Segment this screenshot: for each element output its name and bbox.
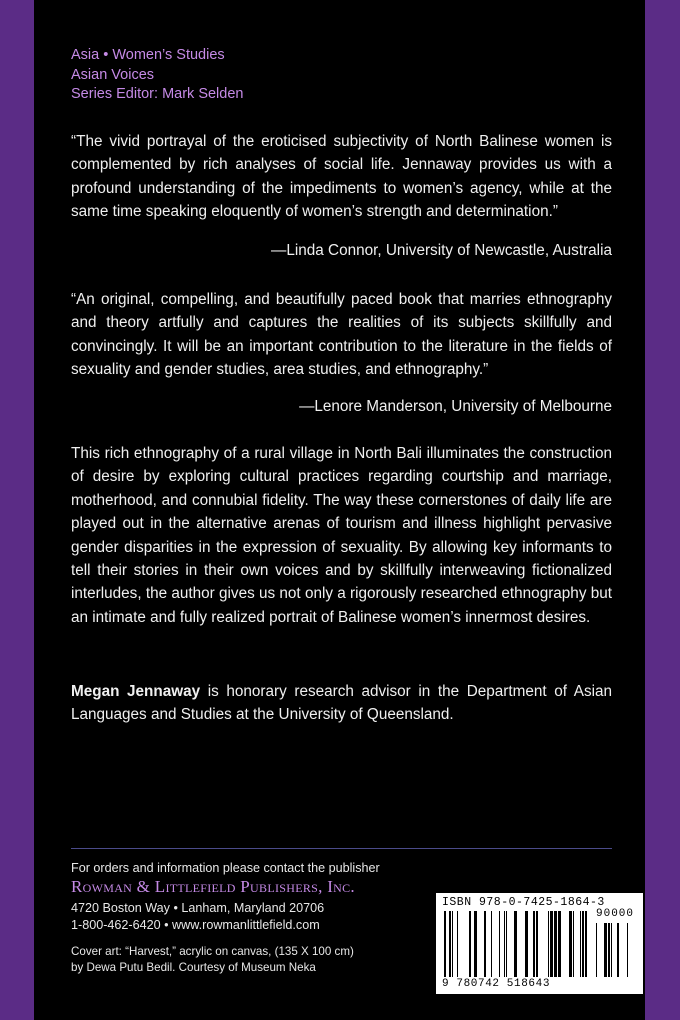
quote-2-attribution: —Lenore Manderson, University of Melbourne [299,398,612,415]
barcode-bar [580,911,581,977]
author-bio [71,680,612,727]
barcode-bar [548,911,549,977]
barcode-bar [604,923,607,977]
publisher-info [71,860,431,976]
price-addon-text: 90000 [596,908,635,920]
cover-art-credit [71,944,431,976]
author-bio-text: is honorary research advisor in the Department of Asian Languages and Studies at the University of Queensland. [71,683,613,724]
barcode-bar [569,911,572,977]
quote-1-attribution: —Linda Connor, University of Newcastle, Australia [271,242,612,259]
barcode-bar [550,911,553,977]
barcode-bar [449,911,451,977]
barcode-bar [499,911,500,977]
barcode-bar [457,911,458,977]
barcode-bar [617,923,619,977]
book-description: This rich ethnography of a rural village in North Bali illuminates the construction of desire by exploring cultural practices regarding courtship and marriage, motherhood, and connubial fidelity. The way these cornerstones of daily life are played out in the alternative arenas of tourism and illness highlight pervasive gender disparities in the expression of sexuality. By allowing key informants to tell their stories in their own voices and by skillfully interweaving fictionalized interludes, the author gives us not only a rigorously researched ethnography but an intimate and fully realized portrait of Balinese women’s innermost desires. [71,445,612,626]
barcode-bar [608,923,610,977]
barcode-bar [596,923,597,977]
barcode-bar [536,911,538,977]
series-name: Asian Voices [71,66,155,83]
cover-art-line-1: Cover art: “Harvest,” acrylic on canvas, (135 X 100 cm) [71,945,354,958]
barcode-bar [474,911,477,977]
barcode-bar [452,911,453,977]
series-editor: Series Editor: Mark Selden [71,86,244,102]
publisher-address: 4720 Boston Way • Lanham, Maryland 20706 [71,901,325,915]
isbn-text: ISBN 978-0-7425-1864-3 [442,896,605,909]
barcode-bar [582,911,584,977]
barcode-bar [491,911,492,977]
barcode-bar [627,923,628,977]
publisher-phone-web: 1-800-462-6420 • www.rowmanlittlefield.com [71,918,320,932]
barcode-bar [611,923,612,977]
divider [71,848,612,849]
barcode-bar [504,911,505,977]
barcode-bar [444,911,446,977]
barcode-bar [469,911,471,977]
publisher-name: Rowman & Littlefield Publishers, Inc. [71,877,355,896]
barcode-bar [525,911,528,977]
barcode-bar [533,911,535,977]
barcode-bar [514,911,517,977]
quote-2: “An original, compelling, and beautifully paced book that marries ethnography and theory artfully and captures the realities of its subjects skillfully and convincingly. It will be an important contribution to the literature in the fields of sexuality and gender studies, area studies, and ethnography.” [71,291,612,379]
order-contact: For orders and information please contact the publisher [71,861,380,875]
barcode-bar [558,911,561,977]
barcode-bar [585,911,587,977]
back-cover [34,0,645,1020]
series-subject: Asia • Women’s Studies [71,47,225,63]
barcode-number: 9 780742 518643 [442,978,551,990]
barcode-bar [484,911,486,977]
author-name: Megan Jennaway [71,683,201,700]
series-info [71,46,243,105]
barcode-bar [506,911,507,977]
cover-art-line-2: by Dewa Putu Bedil. Courtesy of Museum Neka [71,961,316,974]
barcode-bar [554,911,557,977]
barcode-bar [573,911,574,977]
quote-1: “The vivid portrayal of the eroticised subjectivity of North Balinese women is complemented by rich analyses of social life. Jennaway provides us with a profound understanding of the impediments to women’s agency, while at the same time speaking eloquently of women’s strength and determination.” [71,133,612,221]
isbn-barcode [436,893,643,994]
